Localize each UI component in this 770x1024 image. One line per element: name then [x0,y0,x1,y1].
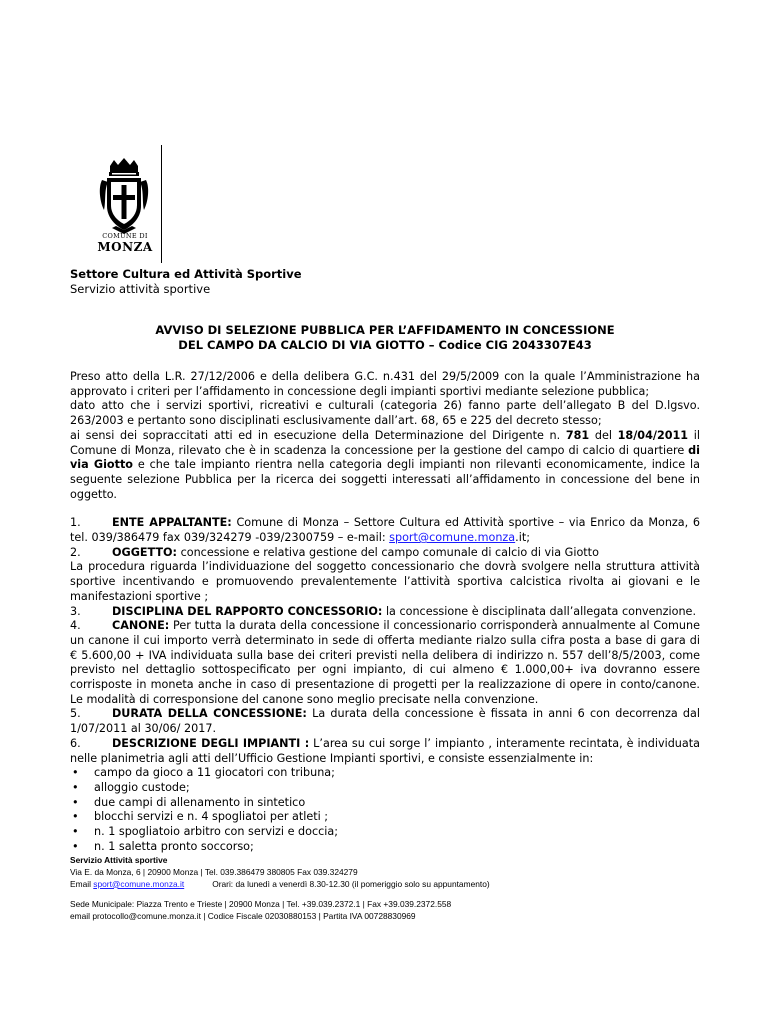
document-body [70,370,700,855]
department-header [70,267,302,297]
document-title [70,323,700,353]
intro-paragraph-1: Preso atto della L.R. 27/12/2006 e della delibera G.C. n.431 del 29/5/2009 con la quale l’Amministrazione ha approvato i criteri per l’affidamento in concessione degli impianti sportivi mediante selezione pubblica; [70,370,700,398]
section-text: L’area su cui sorge l’ impianto , interamente recintata, è individuata nelle planimetria agli atti dell’Ufficio Gestione Impianti sportivi, e consiste essenzialmente in: [70,736,700,765]
determination-number: 781 [565,428,590,442]
section-heading: DISCIPLINA DEL RAPPORTO CONCESSORIO: [112,604,383,618]
footer-email-label: Email [70,878,94,889]
logo-caption [96,233,154,253]
section-text: Comune di Monza – Settore Cultura ed Attività sportive – via Enrico da Monza, 6 tel. 039/386479 fax 039/324279 -039/2300759 – e-mail: [70,516,700,545]
title-line-2: DEL CAMPO DA CALCIO DI VIA GIOTTO – Codice CIG 2043307E43 [178,338,592,352]
section-2 [70,546,700,561]
section-text: Per tutta la durata della concessione il concessionario corrisponderà annualmente al Comune un canone il cui importo verrà determinato in sede di offerta mediante rialzo sulla cifra posta a base di gara di € 5.600,00 + IVA individuata sulla base dei criteri previsti nella delibera di indirizzo n. 557 dell’8/5/2003, come previsto nel dettaglio sottospecificato per ogni impianto, di cui almeno € 1.000,00+ iva dovranno essere corrisposte in moneta anche in caso di presentazione di progetti per la realizzazione di opere in conto/canone. Le modalità di corresponsione del canone sono meglio precisate nella convenzione. [70,619,700,706]
crown-shield-icon [98,158,150,236]
section-text: La durata della concessione è fissata in anni 6 con decorrenza dal 1/07/2011 al 30/06/ 2017. [70,707,700,736]
logo-caption-monza: MONZA [97,239,153,254]
email-link[interactable]: sport@comune.monza [389,531,516,545]
section-heading: OGGETTO: [112,545,178,559]
intro-paragraph-2: dato atto che i servizi sportivi, ricreativi e culturali (categoria 26) fanno parte dell’allegato B del D.lgsvo. 263/2003 e pertanto sono disciplinati esclusivamente dall’art. 68, 65 e 225 del decreto stesso; [70,399,700,428]
section-2-continuation: La procedura riguarda l’individuazione del soggetto concessionario che dovrà svolgere nella struttura attività sportive incentivando e promuovendo prevalentemente l’attività sportiva calcistica rivolta ai giovani e le manifestazioni sportive ; [70,560,700,603]
section-4 [70,619,700,707]
footer-contact-line [70,879,490,891]
footer-municipal-info [70,899,451,923]
intro-paragraph-3 [70,429,700,503]
footer-service-name: Servizio Attività sportive [70,855,168,865]
section-heading: DURATA DELLA CONCESSIONE: [112,707,307,721]
list-item: • campo da gioco a 11 giocatori con tribuna; [70,766,700,781]
section-heading: CANONE: [112,619,170,633]
footer-hours: Orari: da lunedì a venerdì 8.30-12.30 (il pomeriggio solo su appuntamento) [212,878,490,889]
section-text: la concessione è disciplinata dall’allegata convenzione. [382,604,697,618]
section-text: .it; [515,531,530,545]
section-heading: ENTE APPALTANTE: [112,516,232,530]
facilities-list [70,766,700,854]
footer-protocol: email protocollo@comune.monza.it | Codice Fiscale 02030880153 | Partita IVA 00728830969 [70,910,416,921]
list-item: • blocchi servizi e n. 4 spogliatoi per atleti ; [70,810,700,825]
list-item: • n. 1 saletta pronto soccorso; [70,840,700,855]
list-item: • due campi di allenamento in sintetico [70,796,700,811]
section-text: concessione e relativa gestione del campo comunale di calcio di via Giotto [177,545,599,559]
section-3 [70,605,700,620]
intro-text: del [589,428,618,442]
location-name: di via Giotto [70,443,700,472]
logo-caption-comune: COMUNE DI [102,232,148,240]
section-number: 1. [70,516,81,530]
section-5 [70,707,700,736]
service-name: Servizio attività sportive [70,282,211,296]
footer-sede: Sede Municipale: Piazza Trento e Trieste | 20900 Monza | Tel. +39.039.2372.1 | Fax +39.039.2372.558 [70,899,452,909]
list-item: • alloggio custode; [70,781,700,796]
section-number: 2. [70,545,81,559]
section-number: 6. [70,736,81,750]
intro-text: ai sensi dei sopraccitati atti ed in esecuzione della Determinazione del Dirigente n. [70,428,566,442]
section-1 [70,516,700,545]
section-number: 3. [70,604,81,618]
list-item: • n. 1 spogliatoio arbitro con servizi e doccia; [70,825,700,840]
footer-email-link[interactable]: sport@comune.monza.it [93,878,185,889]
determination-date: 18/04/2011 [617,428,689,442]
intro-text: e che tale impianto rientra nella categoria degli impianti non rilevanti economicamente, indice la seguente selezione Pubblica per la ricerca dei soggetti interessati all’affidamento in concessione del bene in oggetto. [70,458,700,501]
section-number: 5. [70,707,81,721]
footer-address: Via E. da Monza, 6 | 20900 Monza | Tel. 039.386479 380805 Fax 039.324279 [70,866,358,877]
section-number: 4. [70,619,81,633]
intro-text: il Comune di Monza, rilevato che è in scadenza la concessione per la gestione del campo di calcio di quartiere [70,428,700,457]
header-vertical-divider [161,145,162,263]
sector-name: Settore Cultura ed Attività Sportive [70,267,302,281]
section-6 [70,737,700,766]
section-heading: DESCRIZIONE DEGLI IMPIANTI : [112,736,310,750]
footer-service-info [70,855,490,890]
title-line-1: AVVISO DI SELEZIONE PUBBLICA PER L’AFFIDAMENTO IN CONCESSIONE [155,323,615,337]
